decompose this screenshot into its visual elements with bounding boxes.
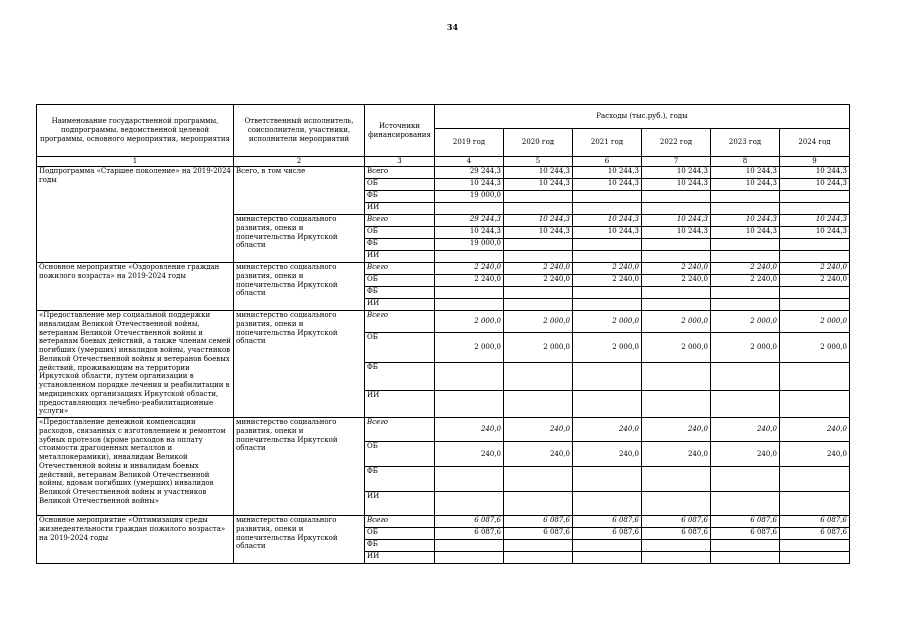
funding-source: Всего <box>365 516 435 528</box>
column-index: 5 <box>504 157 573 167</box>
expense-value: 2 000,0 <box>711 333 780 363</box>
expense-value: 240,0 <box>573 418 642 442</box>
expense-value <box>642 203 711 215</box>
table-header <box>37 105 850 167</box>
expense-value: 240,0 <box>642 442 711 467</box>
expense-value <box>711 203 780 215</box>
expense-value: 2 240,0 <box>642 263 711 275</box>
expense-value: 10 244,3 <box>711 167 780 179</box>
expense-value <box>435 287 504 299</box>
expense-value <box>573 299 642 311</box>
responsible-executor: Всего, в том числе <box>234 167 365 215</box>
expense-value <box>711 467 780 492</box>
expense-value: 10 244,3 <box>642 215 711 227</box>
column-index: 2 <box>234 157 365 167</box>
funding-source: ИИ <box>365 203 435 215</box>
funding-source: Всего <box>365 215 435 227</box>
expense-value <box>642 299 711 311</box>
expense-value <box>504 363 573 391</box>
expense-value: 10 244,3 <box>642 227 711 239</box>
column-index: 3 <box>365 157 435 167</box>
header-source-col: Источники финансирования <box>365 105 435 157</box>
table-row <box>37 167 850 179</box>
expense-value: 10 244,3 <box>435 227 504 239</box>
funding-source: ИИ <box>365 299 435 311</box>
column-index: 6 <box>573 157 642 167</box>
expense-value <box>711 540 780 552</box>
expense-value: 6 087,6 <box>504 528 573 540</box>
column-index: 9 <box>780 157 850 167</box>
expense-value <box>780 203 850 215</box>
expense-value <box>504 391 573 418</box>
funding-source: ФБ <box>365 467 435 492</box>
funding-source: ИИ <box>365 492 435 516</box>
expense-value: 10 244,3 <box>711 215 780 227</box>
column-index: 4 <box>435 157 504 167</box>
expense-value: 2 240,0 <box>435 263 504 275</box>
expense-value <box>504 540 573 552</box>
expense-value <box>504 203 573 215</box>
expense-value: 10 244,3 <box>504 227 573 239</box>
table-body <box>37 167 850 564</box>
funding-source: ИИ <box>365 552 435 564</box>
section-name: «Предоставление мер социальной поддержки инвалидам Великой Отечественной войны, ветеранам Великой Отечественной войны и ветеранам боевых действий, а также членам семей погибших (умерших) инвалидов войны, участников Великой Отечественной войны и ветеранов боевых действий, проживающим на территории Иркутской области, путем организации в установленном порядке лечения и реабилитации в медицинских организациях Иркутской области, предоставляющих лечебно-реабилитационные услуги» <box>37 311 234 418</box>
expense-value <box>573 203 642 215</box>
expenses-table <box>36 104 850 564</box>
expense-value: 29 244,3 <box>435 167 504 179</box>
expense-value <box>504 287 573 299</box>
header-year: 2019 год <box>435 129 504 157</box>
expense-value: 10 244,3 <box>573 179 642 191</box>
expense-value <box>504 191 573 203</box>
header-responsible-col: Ответственный исполнитель, соисполнители, участники, исполнители мероприятий <box>234 105 365 157</box>
expense-value: 10 244,3 <box>573 167 642 179</box>
table-row <box>37 311 850 333</box>
expense-value <box>780 191 850 203</box>
expense-value <box>573 391 642 418</box>
expense-value <box>504 492 573 516</box>
expense-value: 6 087,6 <box>711 516 780 528</box>
expense-value: 2 000,0 <box>435 311 504 333</box>
expense-value <box>780 299 850 311</box>
expense-value: 240,0 <box>504 418 573 442</box>
expense-value <box>642 251 711 263</box>
expense-value <box>504 239 573 251</box>
expense-value: 2 240,0 <box>573 263 642 275</box>
expense-value: 6 087,6 <box>780 528 850 540</box>
expense-value: 240,0 <box>435 442 504 467</box>
expense-value: 240,0 <box>780 418 850 442</box>
expense-value: 10 244,3 <box>573 227 642 239</box>
expense-value <box>573 363 642 391</box>
expense-value <box>435 203 504 215</box>
expense-value <box>573 492 642 516</box>
responsible-executor: министерство социального развития, опеки и попечительства Иркутской области <box>234 516 365 564</box>
expense-value: 10 244,3 <box>780 215 850 227</box>
expense-value: 2 240,0 <box>642 275 711 287</box>
expense-value: 19 000,0 <box>435 239 504 251</box>
expense-value: 240,0 <box>642 418 711 442</box>
header-year: 2023 год <box>711 129 780 157</box>
funding-source: Всего <box>365 311 435 333</box>
funding-source: ОБ <box>365 275 435 287</box>
expense-value <box>435 363 504 391</box>
expense-value <box>435 391 504 418</box>
expense-value: 29 244,3 <box>435 215 504 227</box>
expense-value: 2 000,0 <box>573 333 642 363</box>
expense-value <box>642 540 711 552</box>
expense-value: 10 244,3 <box>780 179 850 191</box>
expense-value: 2 000,0 <box>780 333 850 363</box>
expense-value <box>642 191 711 203</box>
expense-value <box>642 363 711 391</box>
funding-source: ОБ <box>365 227 435 239</box>
responsible-executor: министерство социального развития, опеки и попечительства Иркутской области <box>234 311 365 418</box>
expense-value <box>573 552 642 564</box>
expense-value <box>711 191 780 203</box>
expense-value <box>435 299 504 311</box>
expense-value: 2 000,0 <box>711 311 780 333</box>
expense-value <box>711 251 780 263</box>
expense-value <box>504 251 573 263</box>
expense-value: 2 240,0 <box>711 275 780 287</box>
funding-source: ФБ <box>365 540 435 552</box>
expense-value: 2 240,0 <box>711 263 780 275</box>
expense-value: 240,0 <box>435 418 504 442</box>
header-year: 2021 год <box>573 129 642 157</box>
expense-value: 10 244,3 <box>780 227 850 239</box>
expense-value: 2 240,0 <box>504 275 573 287</box>
expense-value: 6 087,6 <box>435 516 504 528</box>
page-number: 34 <box>446 22 459 32</box>
expense-value: 6 087,6 <box>642 516 711 528</box>
funding-source: ОБ <box>365 179 435 191</box>
expense-value: 10 244,3 <box>504 179 573 191</box>
expense-value: 2 000,0 <box>642 311 711 333</box>
funding-source: Всего <box>365 167 435 179</box>
expense-value: 2 240,0 <box>780 263 850 275</box>
expense-value <box>780 287 850 299</box>
expense-value <box>642 239 711 251</box>
expense-value <box>780 363 850 391</box>
expense-value <box>435 540 504 552</box>
section-name: Основное мероприятие «Оптимизация среды жизнедеятельности граждан пожилого возраста» на 2019-2024 годы <box>37 516 234 564</box>
funding-source: Всего <box>365 263 435 275</box>
expense-value <box>435 251 504 263</box>
expense-value: 6 087,6 <box>573 528 642 540</box>
expense-value: 2 240,0 <box>504 263 573 275</box>
expense-value: 10 244,3 <box>642 167 711 179</box>
expense-value <box>711 492 780 516</box>
expense-value: 2 000,0 <box>573 311 642 333</box>
expense-value <box>780 391 850 418</box>
expense-value <box>780 492 850 516</box>
expense-value: 2 000,0 <box>435 333 504 363</box>
expense-value <box>435 492 504 516</box>
expense-value: 240,0 <box>780 442 850 467</box>
expense-value <box>573 191 642 203</box>
expense-value: 2 240,0 <box>573 275 642 287</box>
expense-value <box>780 467 850 492</box>
funding-source: ИИ <box>365 391 435 418</box>
responsible-executor: министерство социального развития, опеки и попечительства Иркутской области <box>234 418 365 516</box>
expense-value: 2 240,0 <box>780 275 850 287</box>
expense-value <box>573 287 642 299</box>
column-index: 1 <box>37 157 234 167</box>
expense-value: 240,0 <box>711 418 780 442</box>
table-row <box>37 263 850 275</box>
funding-source: ФБ <box>365 239 435 251</box>
expense-value <box>780 251 850 263</box>
expense-value <box>573 467 642 492</box>
table-row <box>37 418 850 442</box>
expense-value: 6 087,6 <box>504 516 573 528</box>
expense-value: 6 087,6 <box>435 528 504 540</box>
section-name: Основное мероприятие «Оздоровление граждан пожилого возраста» на 2019-2024 годы <box>37 263 234 311</box>
funding-source: ФБ <box>365 363 435 391</box>
expense-value <box>642 391 711 418</box>
expense-value: 2 240,0 <box>435 275 504 287</box>
section-name: Подпрограмма «Старшее поколение» на 2019-2024 годы <box>37 167 234 263</box>
expense-value <box>642 287 711 299</box>
expense-value: 10 244,3 <box>504 167 573 179</box>
expense-value: 240,0 <box>711 442 780 467</box>
funding-source: ОБ <box>365 528 435 540</box>
expense-value: 10 244,3 <box>435 179 504 191</box>
funding-source: ФБ <box>365 287 435 299</box>
expense-value <box>435 552 504 564</box>
responsible-executor: министерство социального развития, опеки и попечительства Иркутской области <box>234 263 365 311</box>
expense-value: 6 087,6 <box>642 528 711 540</box>
column-index: 7 <box>642 157 711 167</box>
expense-value: 19 000,0 <box>435 191 504 203</box>
expense-value: 6 087,6 <box>711 528 780 540</box>
expense-value <box>711 239 780 251</box>
expense-value: 6 087,6 <box>780 516 850 528</box>
funding-source: Всего <box>365 418 435 442</box>
header-year: 2022 год <box>642 129 711 157</box>
expense-value <box>780 552 850 564</box>
table-row <box>37 516 850 528</box>
expense-value <box>504 467 573 492</box>
header-year: 2020 год <box>504 129 573 157</box>
funding-source: ОБ <box>365 333 435 363</box>
header-name-col: Наименование государственной программы, подпрограммы, ведомственной целевой программы, основного мероприятия, мероприятия <box>37 105 234 157</box>
expense-value <box>642 552 711 564</box>
expense-value <box>780 239 850 251</box>
expense-value: 2 000,0 <box>642 333 711 363</box>
expense-value: 2 000,0 <box>504 311 573 333</box>
expense-value <box>711 552 780 564</box>
expense-value <box>573 540 642 552</box>
expense-value: 10 244,3 <box>573 215 642 227</box>
expense-value <box>711 363 780 391</box>
expense-value <box>573 251 642 263</box>
header-year: 2024 год <box>780 129 850 157</box>
expense-value <box>642 492 711 516</box>
expense-value <box>504 552 573 564</box>
expense-value: 10 244,3 <box>642 179 711 191</box>
expense-value <box>642 467 711 492</box>
expense-value: 240,0 <box>573 442 642 467</box>
column-index: 8 <box>711 157 780 167</box>
expense-value: 2 000,0 <box>780 311 850 333</box>
expense-value: 6 087,6 <box>573 516 642 528</box>
expense-value: 240,0 <box>504 442 573 467</box>
expense-value <box>780 540 850 552</box>
expense-value <box>711 391 780 418</box>
expense-value: 10 244,3 <box>711 179 780 191</box>
funding-source: ФБ <box>365 191 435 203</box>
expense-value: 2 000,0 <box>504 333 573 363</box>
section-name: «Предоставление денежной компенсации расходов, связанных с изготовлением и ремонтом зубных протезов (кроме расходов на оплату стоимости драгоценных металлов и металлокерамики), инвалидам Великой Отечественной войны и инвалидам боевых действий, ветеранам Великой Отечественной войны, вдовам погибших (умерших) инвалидов Великой Отечественной войны и участников Великой Отечественной войны» <box>37 418 234 516</box>
responsible-executor: министерство социального развития, опеки и попечительства Иркутской области <box>234 215 365 263</box>
funding-source: ОБ <box>365 442 435 467</box>
expense-value: 10 244,3 <box>711 227 780 239</box>
expense-value <box>435 467 504 492</box>
expense-value <box>711 299 780 311</box>
header-expenses: Расходы (тыс.руб.), годы <box>435 105 850 129</box>
expense-value <box>573 239 642 251</box>
expense-value <box>711 287 780 299</box>
expense-value: 10 244,3 <box>780 167 850 179</box>
expense-value <box>504 299 573 311</box>
funding-source: ИИ <box>365 251 435 263</box>
expense-value: 10 244,3 <box>504 215 573 227</box>
